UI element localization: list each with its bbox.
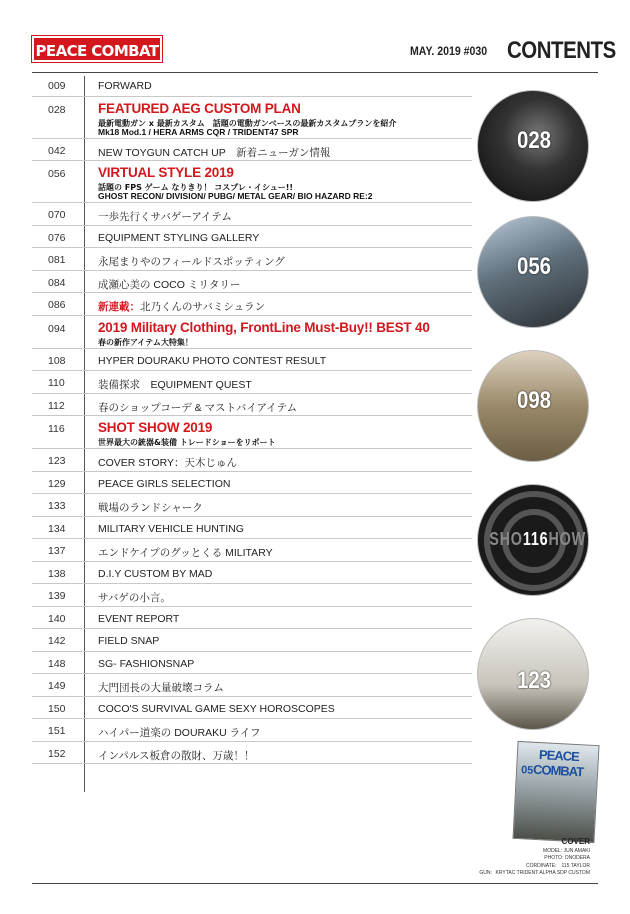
toc-page-number: 149 bbox=[48, 680, 66, 692]
toc-page-number: 148 bbox=[48, 657, 66, 670]
toc-title: EQUIPMENT STYLING GALLERY bbox=[98, 231, 260, 244]
toc-row[interactable] bbox=[32, 697, 472, 720]
toc-row[interactable] bbox=[32, 139, 472, 162]
toc-title: サバゲの小言。 bbox=[98, 592, 171, 604]
toc-page-number: 094 bbox=[48, 322, 66, 335]
toc-row[interactable] bbox=[32, 607, 472, 630]
cover-credit: MODEL: JUN AMAKI bbox=[543, 848, 590, 854]
cover-masthead: PEACE COMBAT bbox=[532, 747, 584, 780]
bottom-divider bbox=[32, 883, 598, 884]
toc-title: ハイパー道楽の DOURAKU ライフ bbox=[98, 727, 261, 739]
cover-credit: CORDINATE: 115 TAYLOR bbox=[526, 863, 590, 869]
toc-subtitle: 最新電動ガン x 最新カスタム 話題の電動ガンベースの最新カスタムプランを紹介 bbox=[98, 118, 397, 128]
toc-page-number: 137 bbox=[48, 545, 66, 557]
toc-title: 春のショップコーデ & マストバイアイテム bbox=[98, 401, 298, 414]
toc-row[interactable] bbox=[32, 316, 472, 349]
toc-title: FIELD SNAP bbox=[98, 635, 160, 647]
toc-row[interactable] bbox=[32, 371, 472, 394]
cover-credit: GUN：KRYTAC TRIDENT ALPHA SDP CUSTOM bbox=[479, 870, 590, 876]
toc-page-number: 084 bbox=[48, 276, 66, 289]
toc-title: NEW TOYGUN CATCH UP 新着ニューガン情報 bbox=[98, 146, 331, 159]
toc-title: SHOT SHOW 2019 bbox=[98, 420, 213, 435]
toc-page-number: 140 bbox=[48, 612, 66, 625]
shot-show-text: SHO116HOW bbox=[489, 529, 587, 549]
toc-title bbox=[98, 299, 265, 314]
toc-row[interactable] bbox=[32, 416, 472, 449]
toc-row[interactable] bbox=[32, 161, 472, 203]
toc-subtitle: 話題の FPS ゲーム なりきり！ コスプレ・イシュー!! bbox=[98, 183, 294, 192]
toc-title: 2019 Military Clothing, FrontLine Must-Buy!! BEST 40 bbox=[98, 319, 430, 335]
toc-row[interactable] bbox=[32, 293, 472, 316]
issue-number: MAY. 2019 #030 bbox=[410, 44, 488, 58]
page-title: CONTENTS bbox=[507, 37, 616, 64]
toc-row[interactable] bbox=[32, 74, 472, 97]
toc-title: SG- FASHIONSNAP bbox=[98, 657, 195, 670]
toc-page-number: 142 bbox=[48, 635, 66, 647]
toc-page-number: 009 bbox=[48, 80, 66, 92]
cover-credit: PHOTO: ONODERA bbox=[544, 855, 590, 861]
toc-title: D.I.Y CUSTOM BY MAD bbox=[98, 567, 213, 580]
toc-page-number: 123 bbox=[48, 455, 66, 467]
feature-thumbnail-098[interactable] bbox=[477, 350, 589, 462]
toc-page-number: 076 bbox=[48, 231, 66, 244]
magazine-logo: PEACE COMBAT bbox=[32, 36, 162, 62]
toc-row[interactable] bbox=[32, 629, 472, 652]
cover-label: COVER bbox=[561, 837, 590, 846]
toc-row[interactable] bbox=[32, 539, 472, 562]
toc-title: COVER STORY：天木じゅん bbox=[98, 457, 238, 469]
top-divider bbox=[32, 72, 598, 73]
toc-row[interactable] bbox=[32, 494, 472, 517]
toc-page-number: 134 bbox=[48, 522, 66, 535]
toc-subtitle: 世界最大の銃器&装備 トレードショーをリポート bbox=[98, 438, 276, 447]
toc-title: FORWARD bbox=[98, 80, 152, 92]
toc-page-number: 081 bbox=[48, 254, 66, 266]
toc-page-number: 056 bbox=[48, 168, 66, 180]
toc-page-number: 138 bbox=[48, 567, 66, 580]
toc-row[interactable] bbox=[32, 652, 472, 675]
toc-page-number: 070 bbox=[48, 209, 66, 221]
toc-title: COCO'S SURVIVAL GAME SEXY HOROSCOPES bbox=[98, 702, 335, 715]
toc-title: EVENT REPORT bbox=[98, 612, 180, 625]
toc-subtitle-models: GHOST RECON/ DIVISION/ PUBG/ METAL GEAR/ BIO HAZARD RE:2 bbox=[98, 191, 373, 201]
toc-title: VIRTUAL STYLE 2019 bbox=[98, 165, 234, 180]
toc-page-number: 028 bbox=[48, 103, 66, 116]
toc-title: 装備探求 EQUIPMENT QUEST bbox=[98, 379, 252, 391]
toc-title: 戦場のランドシャーク bbox=[98, 502, 203, 514]
toc-row[interactable] bbox=[32, 674, 472, 697]
thumbnail-page-number: 056 bbox=[516, 253, 552, 280]
toc-title: HYPER DOURAKU PHOTO CONTEST RESULT bbox=[98, 354, 327, 367]
toc-row[interactable] bbox=[32, 248, 472, 271]
toc-row[interactable] bbox=[32, 742, 472, 765]
toc-row[interactable] bbox=[32, 203, 472, 226]
toc-title: MILITARY VEHICLE HUNTING bbox=[98, 522, 244, 535]
toc-title-text: 北乃くんのサバミシュラン bbox=[140, 301, 266, 313]
toc-title: FEATURED AEG CUSTOM PLAN bbox=[98, 100, 301, 116]
toc-page-number: 152 bbox=[48, 747, 66, 760]
toc-title: 永尾まりやのフィールドスポッティング bbox=[98, 256, 285, 268]
toc-row[interactable] bbox=[32, 271, 472, 294]
toc-title: 成瀬心美の COCO ミリタリー bbox=[98, 278, 241, 291]
toc-title: インパルス板倉の散財、万歳！！ bbox=[98, 749, 255, 762]
toc-page-number: 150 bbox=[48, 702, 66, 715]
toc-page-number: 042 bbox=[48, 144, 66, 157]
toc-row[interactable] bbox=[32, 349, 472, 372]
new-series-label: 新連載： bbox=[98, 301, 140, 313]
feature-thumbnail-028[interactable] bbox=[477, 90, 589, 202]
cover-image[interactable] bbox=[512, 741, 599, 843]
toc-row[interactable] bbox=[32, 472, 472, 495]
toc-title: 大門団長の大量破壊コラム bbox=[98, 682, 224, 694]
toc-page-number: 110 bbox=[48, 377, 65, 389]
toc-page-number: 133 bbox=[48, 500, 66, 512]
toc-subtitle: 春の新作アイテム大特集！ bbox=[98, 337, 193, 347]
feature-thumbnail-116[interactable] bbox=[477, 484, 589, 596]
toc-row[interactable] bbox=[32, 449, 472, 472]
toc-row-separator bbox=[32, 763, 472, 764]
thumbnail-page-number: 098 bbox=[516, 387, 552, 414]
toc-row[interactable] bbox=[32, 517, 472, 540]
toc-title: 一歩先行くサバゲーアイテム bbox=[98, 211, 232, 223]
toc-row[interactable] bbox=[32, 226, 472, 249]
thumbnail-page-number: 028 bbox=[516, 127, 552, 154]
toc-title: PEACE GIRLS SELECTION bbox=[98, 477, 231, 490]
toc-row[interactable] bbox=[32, 562, 472, 585]
toc-page-number: 112 bbox=[48, 399, 65, 412]
toc-row[interactable] bbox=[32, 584, 472, 607]
toc-subtitle-models: Mk18 Mod.1 / HERA ARMS CQR / TRIDENT47 SPR bbox=[98, 126, 299, 137]
toc-title: エンドケイプのグッとくる MILITARY bbox=[98, 547, 273, 559]
toc-row[interactable] bbox=[32, 394, 472, 417]
toc-row[interactable] bbox=[32, 97, 472, 139]
toc-page-number: 116 bbox=[48, 423, 65, 435]
toc-row[interactable] bbox=[32, 719, 472, 742]
thumbnail-page-number: 123 bbox=[516, 667, 552, 694]
toc-page-number: 129 bbox=[48, 477, 66, 490]
toc-page-number: 139 bbox=[48, 590, 66, 602]
cover-issue-number: 05 bbox=[520, 764, 534, 777]
table-of-contents bbox=[32, 74, 472, 764]
feature-thumbnail-056[interactable] bbox=[477, 216, 589, 328]
feature-thumbnail-123[interactable] bbox=[477, 618, 589, 730]
toc-page-number: 151 bbox=[48, 725, 66, 737]
toc-page-number: 086 bbox=[48, 299, 66, 311]
toc-page-number: 108 bbox=[48, 354, 66, 367]
